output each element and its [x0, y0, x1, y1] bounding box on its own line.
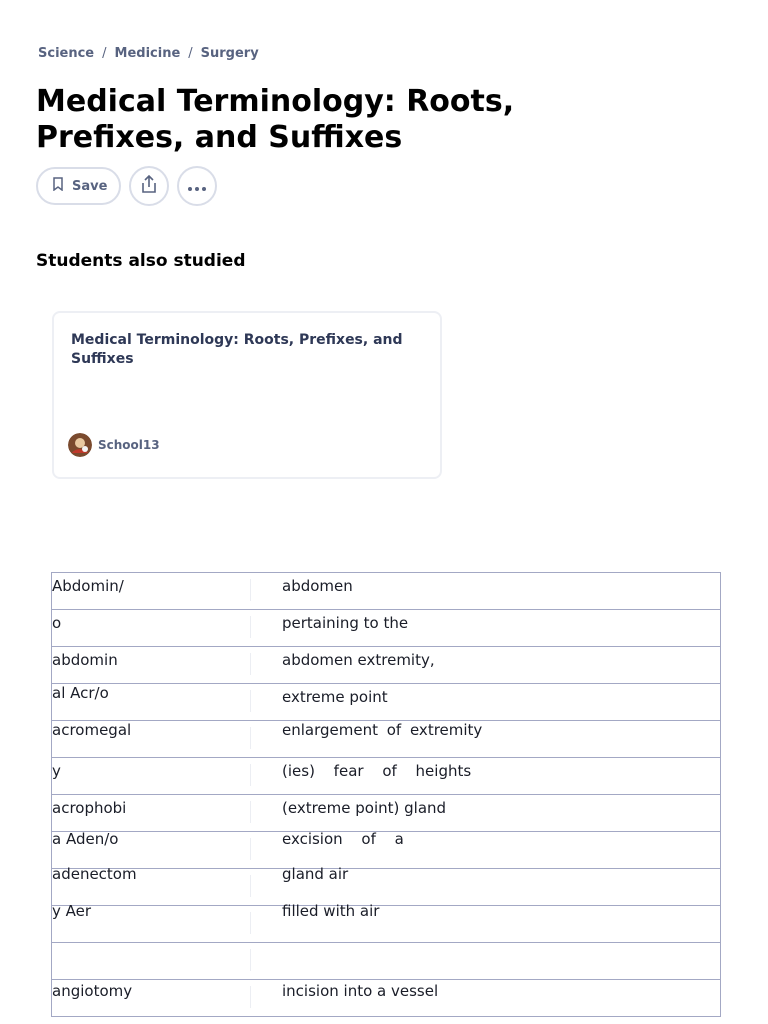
page-title: Medical Terminology: Roots, Prefixes, and Suffixes — [36, 84, 515, 155]
breadcrumb-separator: / — [102, 46, 107, 61]
definition-cell: abdomen — [282, 577, 353, 595]
breadcrumb — [38, 46, 259, 61]
table-row — [52, 865, 720, 906]
table-row — [52, 980, 720, 1017]
more-icon — [187, 177, 207, 196]
table-row — [52, 721, 720, 758]
term-cell: a Aden/o — [52, 830, 119, 848]
avatar — [68, 433, 92, 457]
definition-cell: filled with air — [282, 902, 380, 920]
term-cell: acromegal — [52, 721, 132, 739]
action-bar — [36, 166, 217, 206]
save-button[interactable] — [36, 167, 121, 205]
table-row — [52, 573, 720, 610]
definition-cell: abdomen extremity, — [282, 651, 435, 669]
term-cell: abdomin — [52, 651, 118, 669]
terms-table — [51, 572, 721, 1017]
save-label: Save — [72, 178, 108, 194]
section-heading: Students also studied — [36, 251, 246, 271]
table-row — [52, 943, 720, 980]
definition-cell: extreme point — [282, 688, 388, 706]
table-row — [52, 832, 720, 869]
definition-cell: enlargement of extremity — [282, 721, 483, 739]
term-cell: y Aer — [52, 902, 92, 920]
term-cell: angiotomy — [52, 982, 133, 1000]
table-row — [52, 684, 720, 721]
more-options-button[interactable] — [177, 166, 217, 206]
definition-cell: (extreme point) gland — [282, 799, 447, 817]
table-row — [52, 795, 720, 832]
breadcrumb-item-medicine[interactable]: Medicine — [114, 46, 181, 61]
breadcrumb-item-science[interactable]: Science — [38, 46, 95, 61]
bookmark-icon — [52, 177, 64, 195]
definition-cell: excision of a — [282, 830, 404, 848]
term-cell: al Acr/o — [52, 684, 109, 702]
table-row — [52, 610, 720, 647]
study-set-card[interactable] — [52, 311, 442, 479]
definition-cell: pertaining to the — [282, 614, 409, 632]
card-title: Medical Terminology: Roots, Prefixes, and Suffixes — [71, 332, 403, 367]
breadcrumb-item-surgery[interactable]: Surgery — [200, 46, 259, 61]
card-author[interactable] — [68, 433, 160, 457]
author-name: School13 — [98, 438, 160, 452]
definition-cell: incision into a vessel — [282, 982, 439, 1000]
table-row — [52, 758, 720, 795]
table-row — [52, 647, 720, 684]
definition-cell: (ies) fear of heights — [282, 762, 472, 780]
term-cell: Abdomin/ — [52, 577, 124, 595]
table-row — [52, 902, 720, 943]
definition-cell: gland air — [282, 865, 349, 883]
share-icon — [140, 174, 158, 198]
term-cell: acrophobi — [52, 799, 127, 817]
breadcrumb-separator: / — [188, 46, 193, 61]
term-cell: adenectom — [52, 865, 137, 883]
share-button[interactable] — [129, 166, 169, 206]
term-cell: y — [52, 762, 61, 780]
term-cell: o — [52, 614, 62, 632]
